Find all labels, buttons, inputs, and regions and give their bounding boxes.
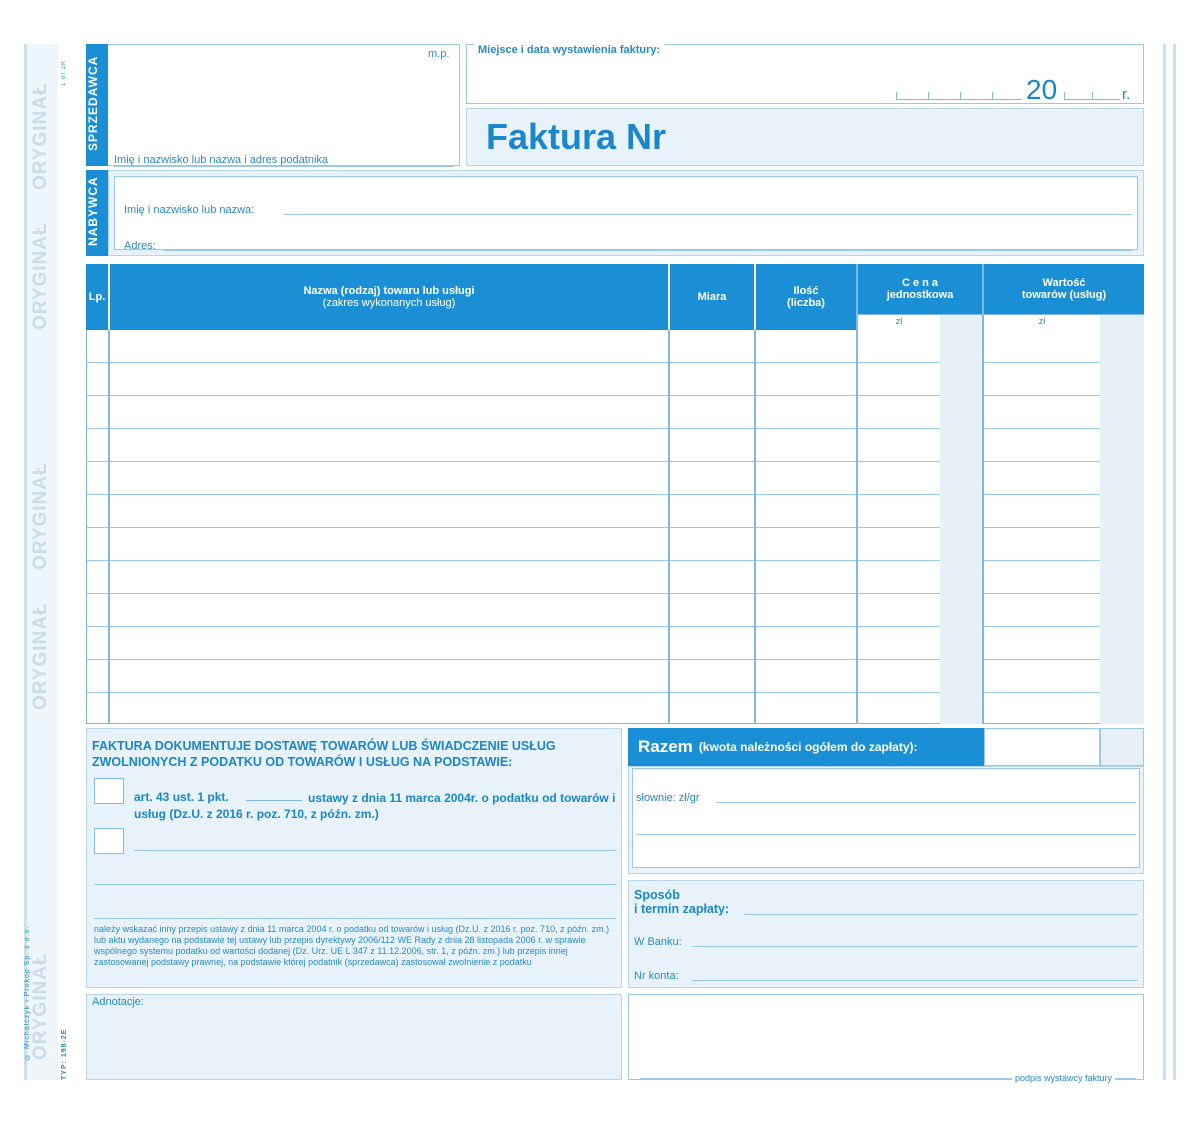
seller-side-bar: [86, 44, 108, 166]
col-value-label-1: Wartość: [1042, 277, 1086, 289]
right-edge-line: [1163, 44, 1166, 1080]
signature-label: podpis wystawcy faktury: [1012, 1073, 1115, 1084]
bank-line[interactable]: [692, 946, 1138, 947]
original-label-3: ORYGINAŁ: [30, 462, 51, 570]
col-line-price: [982, 264, 984, 724]
col-lp-header: [86, 264, 108, 330]
col-name-label-2: (zakres wykonanych usług): [322, 297, 456, 309]
buyer-name-label: Imię i nazwisko lub nazwa:: [124, 204, 255, 216]
col-measure-label: Miara: [697, 291, 727, 303]
exemption-heading: FAKTURA DOKUMENTUJE DOSTAWĘ TOWARÓW LUB ŚWIADCZENIE USŁUG ZWOLNIONYCH Z PODATKU OD TOWARÓW I USŁUG NA PODSTAWIE:: [92, 739, 556, 769]
col-line-name: [668, 330, 670, 724]
exemption-footnote: należy wskazać inny przepis ustawy z dnia 11 marca 2004 r. o podatku od towarów i usług (Dz.U. z 2016 r. poz. 710, z późn. zm.) lub aktu wydanego na podstawie tej ustawy lub przepis dyrektywy 2006/112 WE Rady z dnia 28 listopada 2006 r. w sprawie wspólnego systemu podatku od wartości dodanej (Dz. Urz. UE L 347 z 11.12.2006, str. 1, z późn. zm.) lub przepis innej zastosowanej podstawy prawnej, na podstawie której podatnik (sprzedawca) zastosował zwolnienie z podatku: [94, 924, 610, 967]
seller-side-label: SPRZEDAWCA: [86, 55, 100, 151]
exemption-other-line-3[interactable]: [94, 918, 616, 919]
form-code: TYP: 198-2E: [61, 1028, 68, 1080]
year-prefix: 20: [1026, 74, 1058, 105]
total-label-sub: (kwota należności ogółem do zapłaty):: [698, 740, 918, 754]
total-words-box[interactable]: [632, 768, 1140, 868]
buyer-box[interactable]: [114, 176, 1138, 250]
seller-caption: Imię i nazwisko lub nazwa i adres podatnika: [114, 154, 454, 167]
total-label: Razem: [638, 737, 693, 756]
total-words-label: słownie: zł/gr: [636, 792, 700, 804]
stamp-label: m.p.: [428, 48, 450, 60]
total-gr-field[interactable]: [1100, 728, 1144, 766]
col-measure-header: [670, 264, 754, 330]
price-zl-label: zł: [895, 316, 903, 326]
buyer-side-label: NABYWCA: [86, 176, 100, 246]
account-label: Nr konta:: [634, 970, 679, 982]
col-price-label-1: C e n a: [901, 277, 939, 289]
strip-code-top: 1 of 2K: [61, 59, 67, 86]
buyer-name-line[interactable]: [284, 214, 1132, 215]
col-line-measure: [754, 330, 756, 724]
payment-method-line[interactable]: [744, 914, 1138, 915]
total-words-line-1[interactable]: [716, 802, 1136, 803]
total-zl-field[interactable]: [984, 728, 1100, 766]
col-name-label-1: Nazwa (rodzaj) towaru lub usługi: [303, 285, 475, 297]
col-value-header: [984, 264, 1144, 314]
bank-label: W Banku:: [634, 936, 682, 948]
col-qty-label-1: Ilość: [793, 285, 819, 297]
date-field-segments[interactable]: [896, 92, 1022, 100]
publisher-label: © Michalczyk i Prokop Sp. z o.o.: [24, 925, 31, 1060]
total-words-line-2[interactable]: [636, 834, 1136, 835]
buyer-side-bar: [86, 170, 108, 256]
buyer-address-label: Adres:: [124, 240, 156, 252]
price-gr-shade: [940, 314, 982, 724]
original-label-5: ORYGINAŁ: [30, 952, 51, 1060]
payment-method-label-2: i termin zapłaty:: [634, 902, 730, 916]
col-price-label-2: jednostkowa: [886, 289, 954, 301]
payment-method-label-1: Sposób: [634, 888, 680, 902]
value-gr-shade: [1100, 314, 1144, 724]
notes-box[interactable]: [86, 994, 622, 1080]
col-qty-header: [756, 264, 856, 330]
right-edge-line-2: [1173, 44, 1176, 1080]
col-qty-label-2: (liczba): [787, 297, 825, 309]
buyer-address-line[interactable]: [164, 250, 1132, 251]
place-date-label: Miejsce i data wystawienia faktury:: [474, 44, 664, 56]
signature-box[interactable]: [628, 994, 1144, 1080]
account-line[interactable]: [692, 980, 1138, 981]
original-label-1: ORYGINAŁ: [30, 82, 51, 190]
exemption-other-line-2[interactable]: [94, 884, 616, 885]
value-zl-label: zł: [1038, 316, 1046, 326]
seller-box: [108, 44, 460, 166]
items-table-body[interactable]: [86, 330, 1144, 724]
year-suffix: r.: [1122, 86, 1131, 103]
exemption-checkbox-1[interactable]: [94, 778, 124, 804]
col-name-header: [110, 264, 668, 330]
exemption-other-line-1[interactable]: [134, 850, 616, 851]
price-subdivider: [858, 314, 1144, 315]
exemption-checkbox-2[interactable]: [94, 828, 124, 854]
year-field[interactable]: [1064, 92, 1120, 100]
exemption-option-1b: ustawy z dnia 11 marca 2004r. o podatku od towarów i usług (Dz.U. z 2016 r. poz. 710, z późn. zm.): [134, 791, 616, 821]
col-price-header: [858, 264, 982, 314]
total-label-bar: [628, 728, 984, 766]
col-line-lp: [108, 330, 110, 724]
original-label-4: ORYGINAŁ: [30, 602, 51, 710]
exemption-option-1a: art. 43 ust. 1 pkt.: [134, 790, 229, 804]
original-label-2: ORYGINAŁ: [30, 222, 51, 330]
payment-box: [628, 880, 1144, 988]
col-value-label-2: towarów (usług): [1021, 289, 1107, 301]
invoice-title: Faktura Nr: [486, 116, 667, 157]
notes-label: Adnotacje:: [92, 996, 144, 1008]
col-lp-label: Lp.: [88, 291, 106, 303]
col-line-qty: [856, 264, 858, 724]
